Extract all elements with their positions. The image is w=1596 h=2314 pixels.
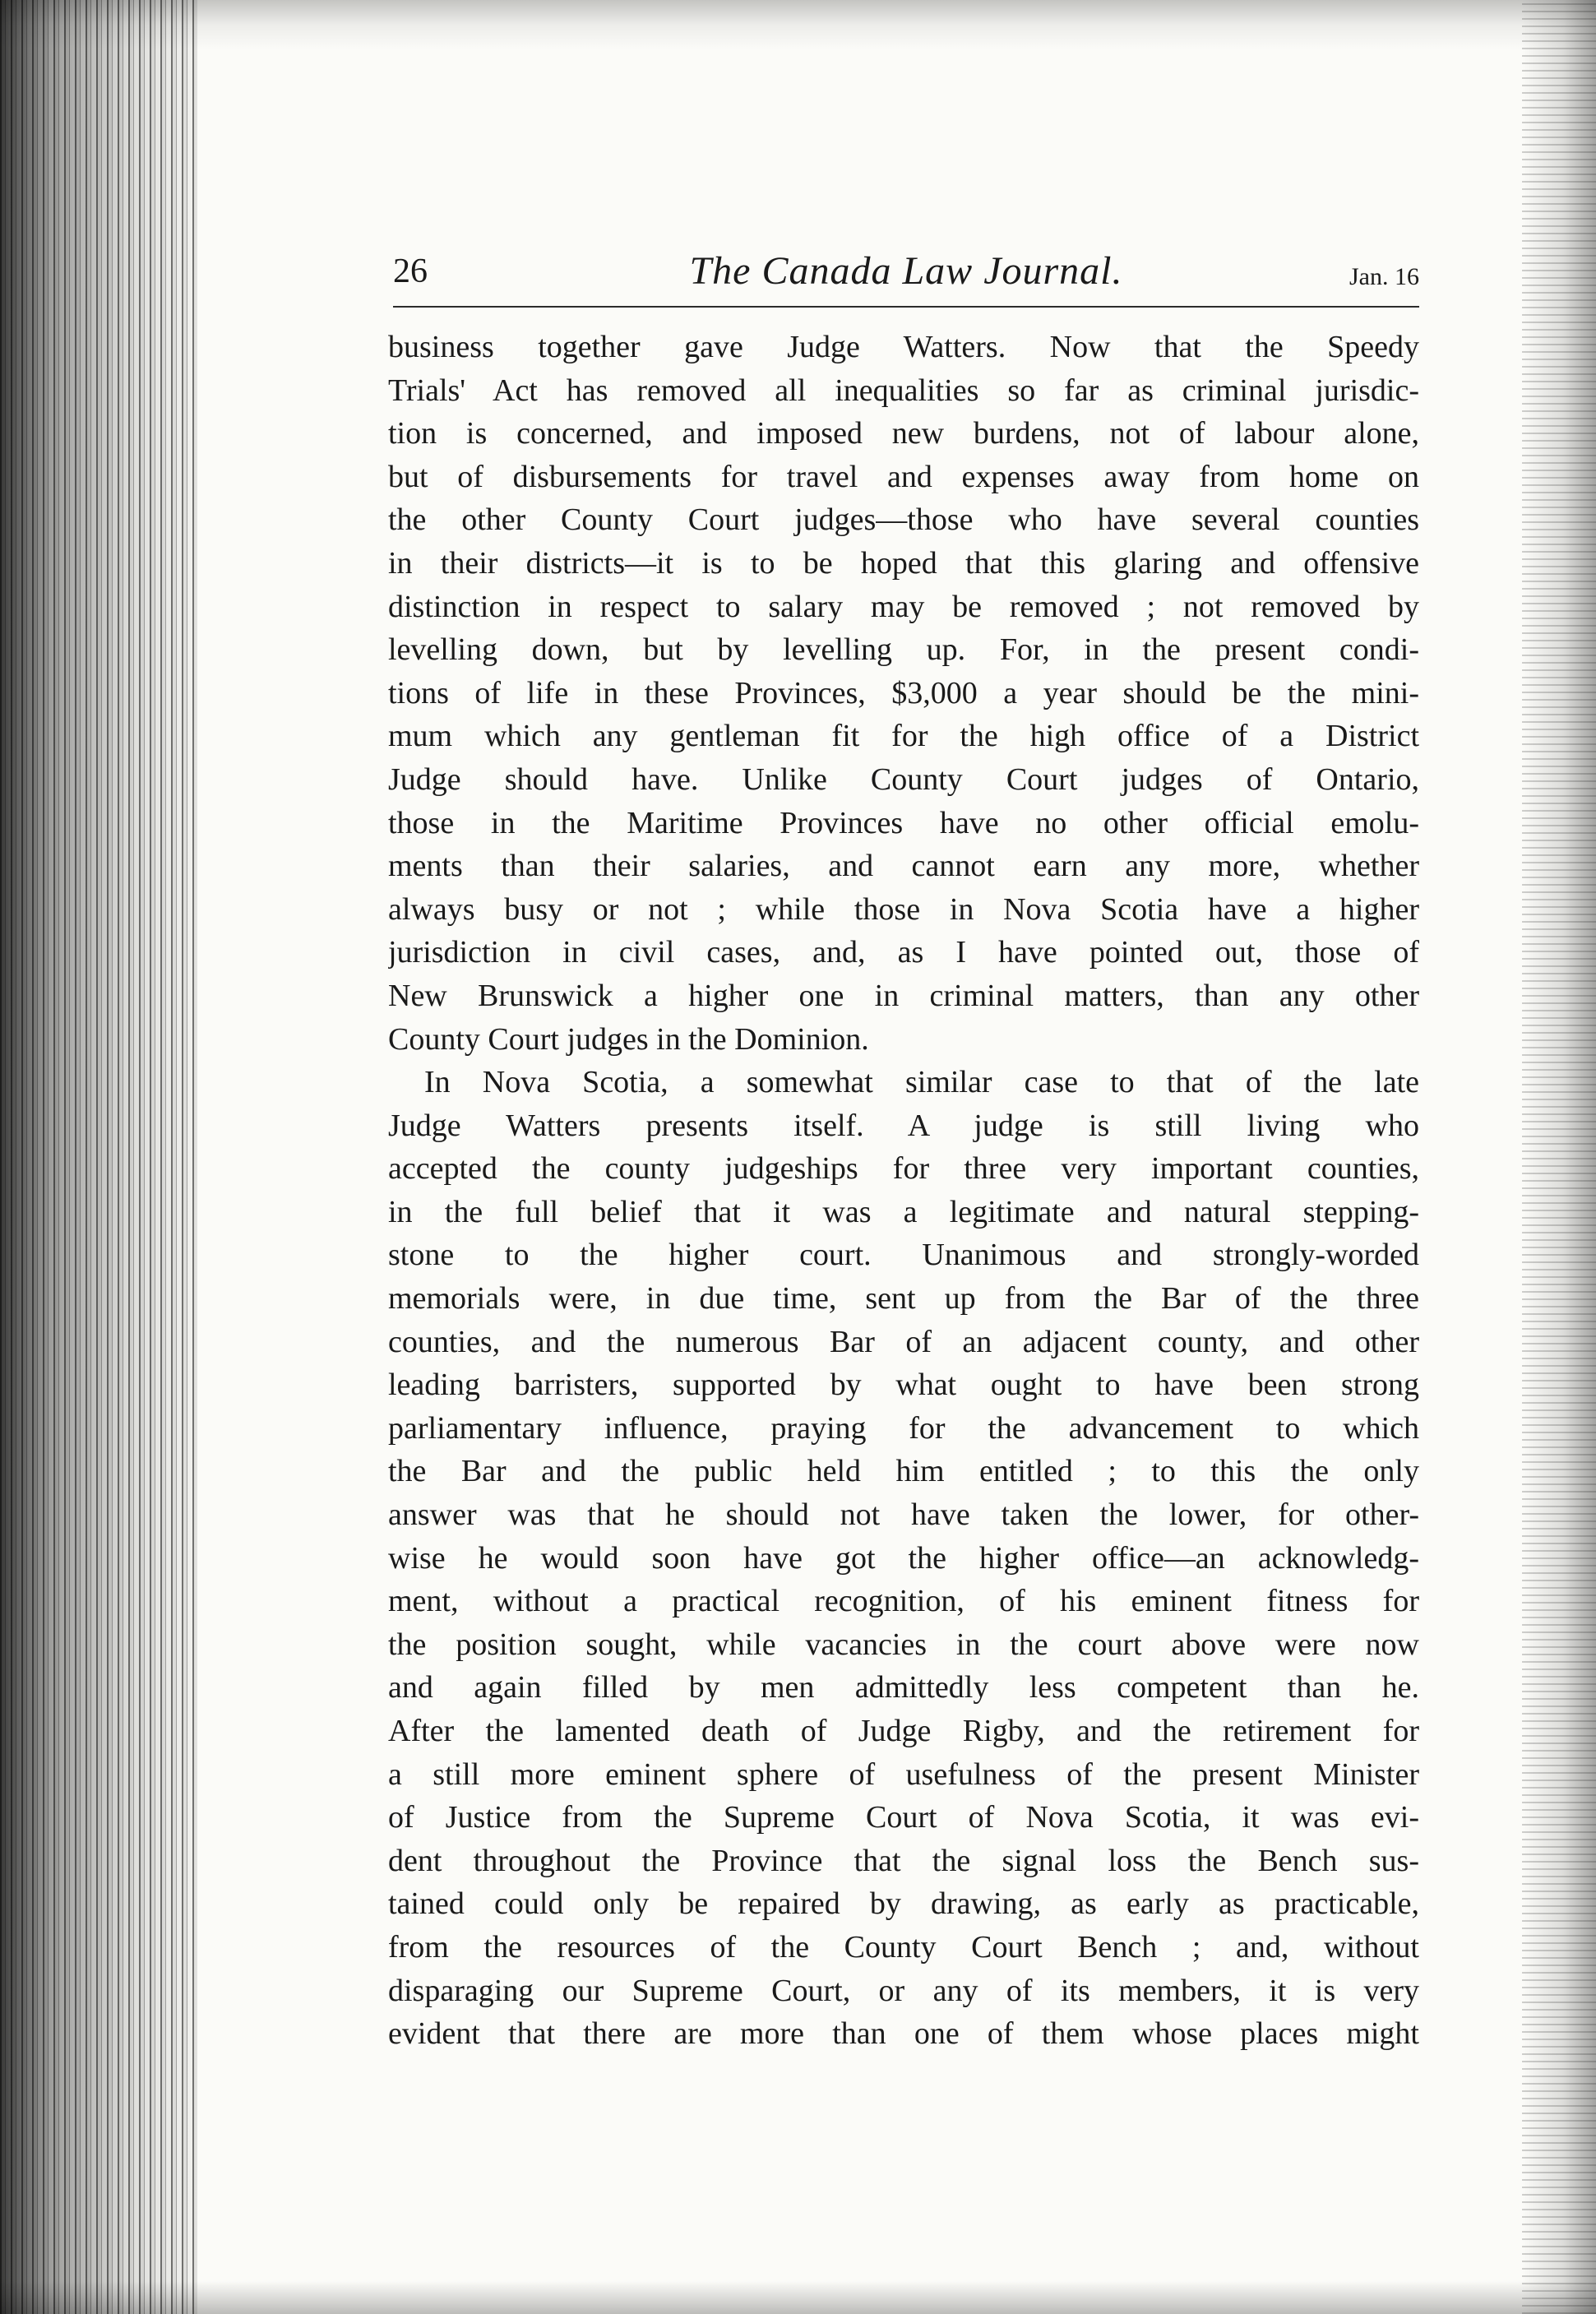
text-line: the position sought, while vacancies in the court above were now	[388, 1627, 1419, 1662]
text-line: levelling down, but by levelling up. For, in the present condi-	[388, 632, 1419, 668]
right-page-edge	[1522, 0, 1596, 2314]
text-line: tained could only be repaired by drawing, as early as practicable,	[388, 1886, 1419, 1922]
text-line: jurisdiction in civil cases, and, as I have pointed out, those of	[388, 935, 1419, 970]
text-line: evident that there are more than one of them whose places might	[388, 2016, 1419, 2052]
binding-shadow	[0, 0, 197, 2314]
text-line: accepted the county judgeships for three very important counties,	[388, 1151, 1419, 1187]
text-line: disparaging our Supreme Court, or any of its members, it is very	[388, 1973, 1419, 2008]
text-line: ments than their salaries, and cannot earn any more, whether	[388, 849, 1419, 884]
text-line: the other County Court judges—those who have several counties	[388, 502, 1419, 538]
article-body	[388, 326, 1419, 2056]
text-line: mum which any gentleman fit for the high office of a District	[388, 719, 1419, 754]
text-line: tions of life in these Provinces, $3,000 a year should be the mini-	[388, 675, 1419, 710]
text-line: stone to the higher court. Unanimous and strongly-worded	[388, 1238, 1419, 1273]
text-line: Judge should have. Unlike County Court judges of Ontario,	[388, 761, 1419, 797]
text-line: memorials were, in due time, sent up from the Bar of the three	[388, 1281, 1419, 1317]
text-line: business together gave Judge Watters. Now that the Speedy	[388, 330, 1419, 364]
paragraph-2	[388, 1061, 1419, 2056]
page-number: 26	[393, 252, 428, 290]
text-line: those in the Maritime Provinces have no other official emolu-	[388, 805, 1419, 840]
text-line: Judge Watters presents itself. A judge is still living who	[388, 1108, 1419, 1143]
text-line: in the full belief that it was a legitimate and natural stepping-	[388, 1194, 1419, 1229]
text-line: in their districts—it is to be hoped that this glaring and offensive	[388, 545, 1419, 581]
text-line: tion is concerned, and imposed new burdens, not of labour alone,	[388, 416, 1419, 451]
bottom-page-edge	[0, 2281, 1596, 2314]
text-line: the Bar and the public held him entitled ; to this the only	[388, 1454, 1419, 1489]
top-page-edge	[0, 0, 1596, 49]
text-line: Trials' Act has removed all inequalities so far as criminal jurisdic-	[388, 373, 1419, 408]
text-line: parliamentary influence, praying for the advancement to which	[388, 1410, 1419, 1446]
text-line: a still more eminent sphere of usefulness of the present Minister	[388, 1756, 1419, 1792]
text-line: dent throughout the Province that the signal loss the Bench sus-	[388, 1843, 1419, 1878]
text-line: from the resources of the County Court Bench ; and, without	[388, 1929, 1419, 1965]
running-header	[393, 248, 1419, 308]
text-line: County Court judges in the Dominion.	[388, 1021, 869, 1057]
text-line: and again filled by men admittedly less competent than he.	[388, 1670, 1419, 1705]
text-line: of Justice from the Supreme Court of Nova Scotia, it was evi-	[388, 1800, 1419, 1835]
text-line: answer was that he should not have taken the lower, for other-	[388, 1497, 1419, 1533]
paragraph-1	[388, 326, 1419, 1061]
text-line: New Brunswick a higher one in criminal matters, than any other	[388, 978, 1419, 1013]
text-line: always busy or not ; while those in Nova Scotia have a higher	[388, 891, 1419, 927]
text-line: but of disbursements for travel and expenses away from home on	[388, 459, 1419, 494]
text-line: ment, without a practical recognition, of his eminent fitness for	[388, 1584, 1419, 1619]
journal-title: The Canada Law Journal.	[689, 249, 1123, 293]
text-line: distinction in respect to salary may be removed ; not removed by	[388, 589, 1419, 624]
text-line: In Nova Scotia, a somewhat similar case to that of the late	[424, 1065, 1419, 1100]
text-line: counties, and the numerous Bar of an adjacent county, and other	[388, 1324, 1419, 1359]
issue-date: Jan. 16	[1349, 263, 1419, 290]
text-line: After the lamented death of Judge Rigby, and the retirement for	[388, 1714, 1419, 1748]
text-line: wise he would soon have got the higher office—an acknowledg-	[388, 1540, 1419, 1576]
text-line: leading barristers, supported by what ought to have been strong	[388, 1368, 1419, 1403]
